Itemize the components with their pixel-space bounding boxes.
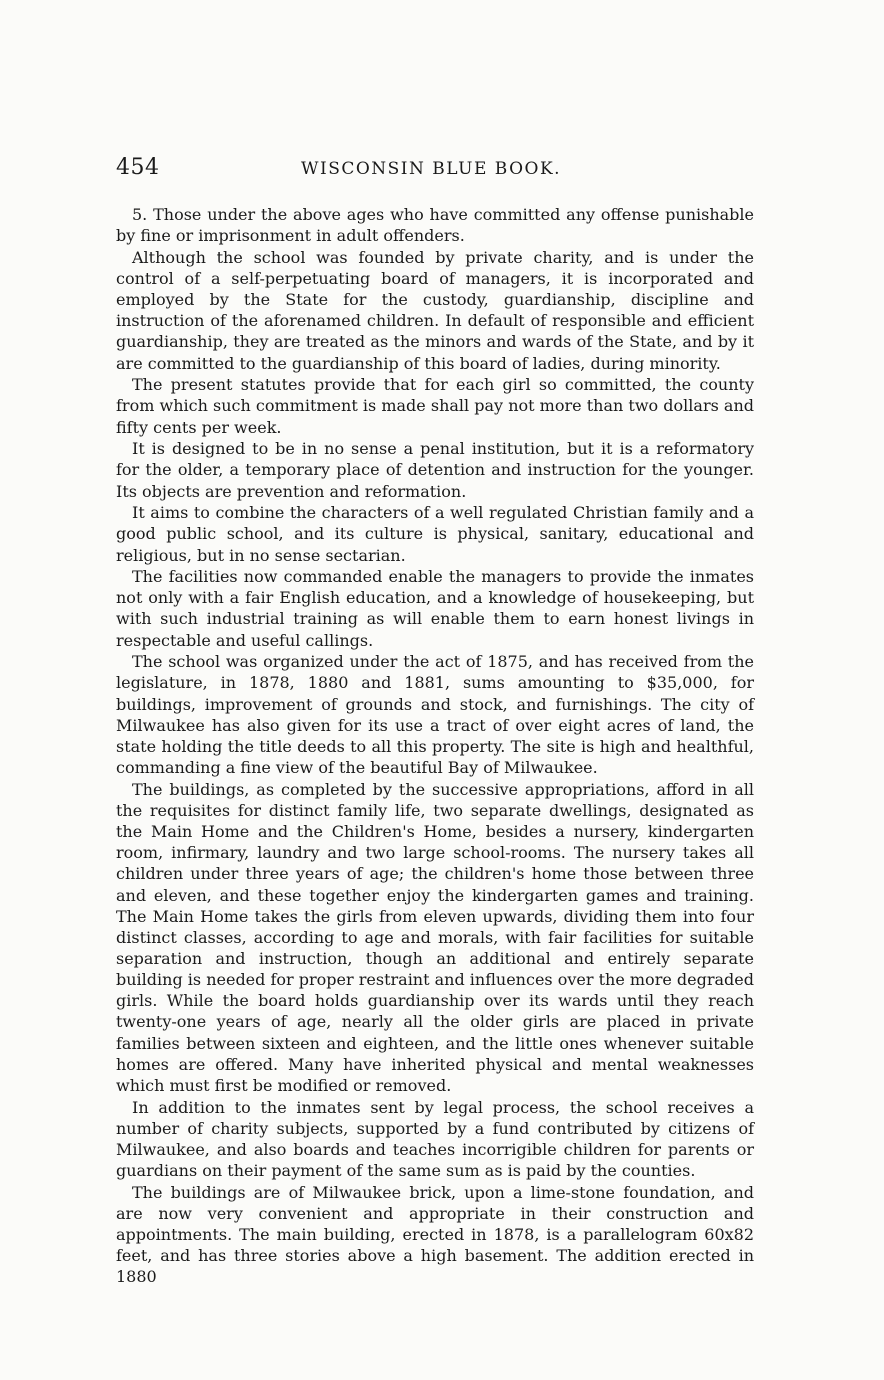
paragraph-organization: The school was organized under the act of 1875, and has received from the legislature, in 1878, 1880 and 1881, sums amounting to $35,000, for buildings, improvement of grounds and stock, and furnishings. The city of Milwaukee has also given for its use a tract of over eight acres of land, the state holding the title deeds to all this property. The site is high and healthful, commanding a fine view of the beautiful Bay of Milwaukee. xyxy=(116,652,754,778)
page-number: 454 xyxy=(116,155,160,180)
paragraph-charity-subjects: In addition to the inmates sent by legal process, the school receives a number of charity subjects, supported by a fund contributed by citizens of Milwaukee, and also boards and teaches incorrigible children for parents or guardians on their payment of the same sum as is paid by the counties. xyxy=(116,1097,754,1181)
paragraph-buildings-homes: The buildings, as completed by the successive appropriations, afford in all the requisites for distinct family life, two separate dwellings, designated as the Main Home and the Children's Home, besides a nursery, kindergarten room, infirmary, laundry and two large school-rooms. The nursery takes all children under three years of age; the children's home those between three and eleven, and these together enjoy the kindergarten games and training. The Main Home takes the girls from eleven upwards, dividing them into four distinct classes, according to age and morals, with fair facilities for suitable separation and instruction, though an additional and entirely separate building is needed for proper restraint and influences over the more degraded girls. While the board holds guardianship over its wards until they reach twenty-one years of age, nearly all the older girls are placed in private families between sixteen and eighteen, and the little ones whenever suitable homes are offered. Many have inherited physical and mental weaknesses which must first be modified or removed. xyxy=(116,779,754,1095)
paragraph-facilities: The facilities now commanded enable the managers to provide the inmates not only with a fair English education, and a knowledge of housekeeping, but with such industrial training as will enable them to earn honest livings in respectable and useful callings. xyxy=(116,567,754,650)
paragraph-aims: It aims to combine the characters of a well regulated Christian family and a good public school, and its culture is physical, sanitary, educational and religious, but in no sense sectarian. xyxy=(116,503,754,565)
paragraph-construction: The buildings are of Milwaukee brick, upon a lime-stone foundation, and are now very convenient and appropriate in their construction and appointments. The main building, erected in 1878, is a parallelogram 60x82 feet, and has three stories above a high basement. The addition erected in 1880 xyxy=(116,1182,754,1287)
body-text xyxy=(116,204,754,1287)
paragraph-design: It is designed to be in no sense a penal institution, but it is a reformatory for the older, a temporary place of detention and instruction for the younger. Its objects are prevention and reformation. xyxy=(116,439,754,501)
paragraph-offense-ages: 5. Those under the above ages who have committed any offense punishable by fine or imprisonment in adult offenders. xyxy=(116,205,754,246)
paragraph-statutes: The present statutes provide that for each girl so committed, the county from which such commitment is made shall pay not more than two dollars and fifty cents per week. xyxy=(116,375,754,437)
running-title: WISCONSIN BLUE BOOK. xyxy=(301,159,562,179)
page-header xyxy=(116,155,756,185)
paragraph-founding-control: Although the school was founded by private charity, and is under the control of a self-perpetuating board of managers, it is incorporated and employed by the State for the custody, guardianship, discipline and instruction of the aforenamed children. In default of responsible and efficient guardianship, they are treated as the minors and wards of the State, and by it are committed to the guardianship of this board of ladies, during minority. xyxy=(116,247,754,373)
